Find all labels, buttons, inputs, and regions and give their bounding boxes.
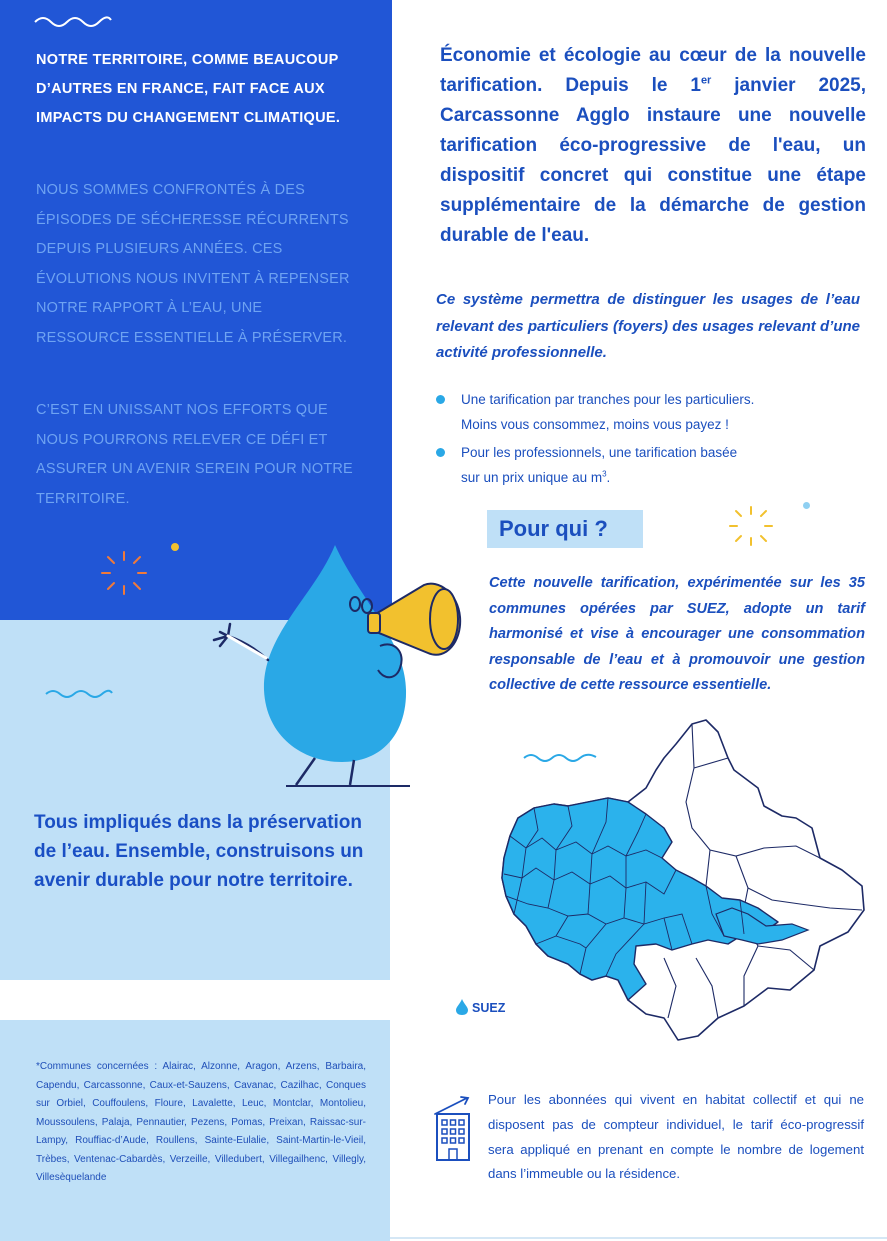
sparkle-icon [726, 503, 776, 549]
pour-qui-paragraph: Cette nouvelle tarification, expérimentée sur les 35 communes opérées par SUEZ, adopte un tarif harmonisé et vise à encourager une consommation responsable de l’eau et à promouvoir une gestion collective de cette ressource essentielle. [489, 575, 865, 693]
collective-housing-paragraph: Pour les abonnées qui vivent en habitat collectif et qui ne disposent pas de compteur individuel, le tarif éco-progressif sera appliqué en prenant en compte le nombre de logement dans l’immeuble ou la résidence. [488, 1092, 864, 1182]
bullet-dot [436, 395, 445, 404]
tagline: Tous impliqués dans la préservation de l’eau. Ensemble, construisons un avenir durable pour notre territoire. [34, 812, 364, 891]
list-item [436, 388, 866, 437]
apartment-building-icon [431, 1094, 477, 1166]
communes-list: *Communes concernées : Alairac, Alzonne, Aragon, Arzens, Barbaira, Capendu, Carcassonne, Caux-et-Sauzens, Cavanac, Cazilhac, Conques sur Orbiel, Couffoulens, Floure, Lavalette, Leuc, Montclar, Montolieu, Moussoulens, Palaja, Pennautier, Pezens, Pomas, Preixan, Raissac-sur-Lampy, Rouffiac-d’Aude, Roullens, Sainte-Eulalie, Saint-Martin-le-Vieil, Trèbes, Ventenac-Cabardès, Verzeille, Villedubert, Villegailhenc, Villegly, Villesèquelande [36, 1061, 366, 1183]
bullet-text: Moins vous consommez, moins vous payez ! [461, 416, 729, 432]
blue-dot [803, 502, 810, 509]
wave-icon [33, 12, 113, 28]
map-legend-label: SUEZ [472, 1001, 506, 1015]
intro-paragraph: Économie et écologie au cœur de la nouvelle tarification. Depuis le 1er janvier 2025, Carcassonne Agglo instaure une nouvelle tarification éco-progressive de l'eau, un dispositif concret qui constitue une étape supplémentaire de la démarche de gestion durable de l'eau. [440, 45, 866, 246]
drought-paragraph: NOUS SOMMES CONFRONTÉS À DES ÉPISODES DE SÉCHERESSE RÉCURRENTS DEPUIS PLUSIEURS ANNÉES. CES ÉVOLUTIONS NOUS INVITENT À REPENSER NOTRE RAPPORT À L’EAU, UNE RESSOURCE ESSENTIELLE À PRÉSERVER. [36, 182, 350, 346]
bullet-dot [436, 448, 445, 457]
sparkle-icon [96, 548, 152, 598]
megaphone-icon [366, 575, 472, 667]
water-drop-icon [455, 998, 469, 1016]
territory-map [496, 718, 876, 1048]
bullet-text: Pour les professionnels, une tarification basée [461, 445, 738, 460]
lead-heading: NOTRE TERRITOIRE, COMME BEAUCOUP D’AUTRES EN FRANCE, FAIT FACE AUX IMPACTS DU CHANGEMENT CLIMATIQUE. [36, 52, 341, 126]
bullet-text: sur un prix unique au $m^3$. [461, 469, 611, 485]
list-item [436, 441, 866, 490]
divider [390, 1237, 887, 1239]
bullet-text: Une tarification par tranches pour les particuliers. [461, 392, 755, 407]
bullet-list [436, 388, 866, 494]
yellow-dot [171, 543, 179, 551]
section-heading: Pour qui ? [499, 516, 608, 541]
system-paragraph: Ce système permettra de distinguer les usages de l’eau relevant des particuliers (foyers) des usages relevant d’une activité professionnelle. [436, 291, 860, 361]
wave-icon [44, 686, 114, 700]
effort-paragraph: C’EST EN UNISSANT NOS EFFORTS QUE NOUS POURRONS RELEVER CE DÉFI ET ASSURER UN AVENIR SEREIN POUR NOTRE TERRITOIRE. [36, 402, 353, 507]
